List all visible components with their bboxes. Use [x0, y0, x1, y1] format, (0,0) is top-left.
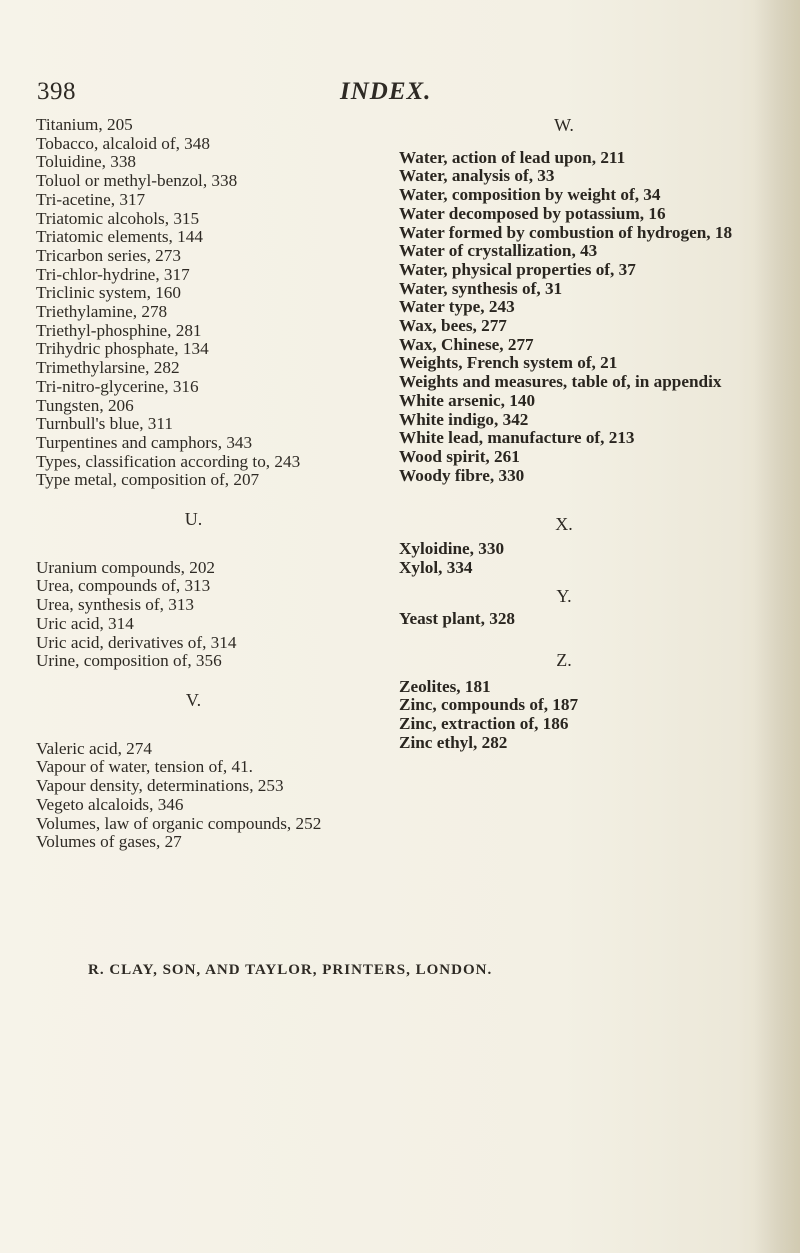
index-entry: Toluidine, 338 [36, 152, 137, 172]
index-entry: Weights and measures, table of, in appendix [399, 372, 722, 392]
index-entry: Water formed by combustion of hydrogen, 18 [399, 222, 733, 242]
index-entry: Zeolites, 181 [399, 676, 491, 696]
index-entry: Wax, Chinese, 277 [399, 334, 534, 354]
index-entry: White arsenic, 140 [399, 390, 536, 410]
section-letter: U. [184, 509, 203, 530]
index-entry: Weights, French system of, 21 [399, 353, 618, 373]
index-entry: Type metal, composition of, 207 [36, 470, 260, 490]
index-entry: Types, classification according to, 243 [36, 451, 301, 471]
index-entry: Water of crystallization, 43 [399, 241, 598, 261]
index-entry: Turnbull's blue, 311 [36, 414, 173, 434]
index-entry: Yeast plant, 328 [399, 609, 516, 629]
index-entry: Volumes of gases, 27 [36, 832, 182, 852]
index-entry: Triclinic system, 160 [36, 283, 181, 303]
index-column-left [36, 116, 391, 852]
printer-imprint: R. CLAY, SON, AND TAYLOR, PRINTERS, LONDON. [88, 962, 493, 978]
index-entry: Uric acid, 314 [36, 613, 134, 633]
section-letter: X. [555, 514, 573, 535]
index-column-right [399, 116, 779, 752]
index-entry: Tri-chlor-hydrine, 317 [36, 264, 190, 284]
index-entry: Volumes, law of organic compounds, 252 [36, 813, 322, 833]
index-entry: Vapour density, determinations, 253 [36, 776, 284, 796]
index-entry: Tobacco, alcaloid of, 348 [36, 133, 210, 153]
index-entry: Trihydric phosphate, 134 [36, 339, 209, 359]
index-entry: Water, composition by weight of, 34 [399, 185, 661, 205]
index-entry: Zinc, extraction of, 186 [399, 713, 569, 733]
index-entry: Toluol or methyl-benzol, 338 [36, 171, 238, 191]
index-entry: Triethylamine, 278 [36, 302, 168, 322]
index-entry: Trimethylarsine, 282 [36, 358, 180, 378]
index-entry: Wax, bees, 277 [399, 316, 507, 336]
index-entry: Water, analysis of, 33 [399, 166, 555, 186]
index-entry: Tungsten, 206 [36, 395, 134, 415]
section-letter: W. [554, 115, 574, 135]
index-entry: Wood spirit, 261 [399, 446, 520, 466]
index-entry: Vegeto alcaloids, 346 [36, 794, 184, 814]
index-entry: Water decomposed by potassium, 16 [399, 203, 666, 223]
index-entry: Zinc ethyl, 282 [399, 732, 508, 752]
index-entry: Triatomic elements, 144 [36, 227, 203, 247]
index-entry: Tri-nitro-glycerine, 316 [36, 376, 199, 396]
index-entry: Urine, composition of, 356 [36, 651, 222, 671]
index-entry: Urea, compounds of, 313 [36, 576, 211, 596]
index-entry: Uranium compounds, 202 [36, 557, 216, 577]
index-entry: Xyloidine, 330 [399, 539, 505, 559]
index-entry: Water, physical properties of, 37 [399, 259, 636, 279]
index-entry: Tricarbon series, 273 [36, 245, 181, 265]
index-entry: Uric acid, derivatives of, 314 [36, 632, 237, 652]
index-entry: Valeric acid, 274 [36, 738, 152, 758]
index-entry: Triethyl-phosphine, 281 [36, 320, 202, 340]
section-letter: Z. [556, 649, 572, 670]
page-number: 398 [37, 78, 76, 105]
index-entry: White indigo, 342 [399, 409, 529, 429]
running-head-title: INDEX. [340, 78, 432, 105]
index-entry: Xylol, 334 [399, 557, 473, 577]
index-entry: Urea, synthesis of, 313 [36, 595, 195, 615]
index-entry: Woody fibre, 330 [399, 465, 525, 485]
section-letter: V. [185, 689, 202, 710]
index-entry: Tri-acetine, 317 [36, 189, 146, 209]
index-entry: White lead, manufacture of, 213 [399, 428, 635, 448]
index-entry: Titanium, 205 [36, 115, 133, 134]
index-entry: Triatomic alcohols, 315 [36, 208, 200, 228]
index-entry: Water type, 243 [399, 297, 515, 317]
index-entry: Turpentines and camphors, 343 [36, 432, 253, 452]
index-entry: Zinc, compounds of, 187 [399, 695, 579, 715]
section-letter: Y. [556, 586, 572, 607]
index-entry: Water, action of lead upon, 211 [399, 147, 626, 167]
index-entry: Water, synthesis of, 31 [399, 278, 563, 298]
index-entry: Vapour of water, tension of, 41. [36, 757, 253, 777]
